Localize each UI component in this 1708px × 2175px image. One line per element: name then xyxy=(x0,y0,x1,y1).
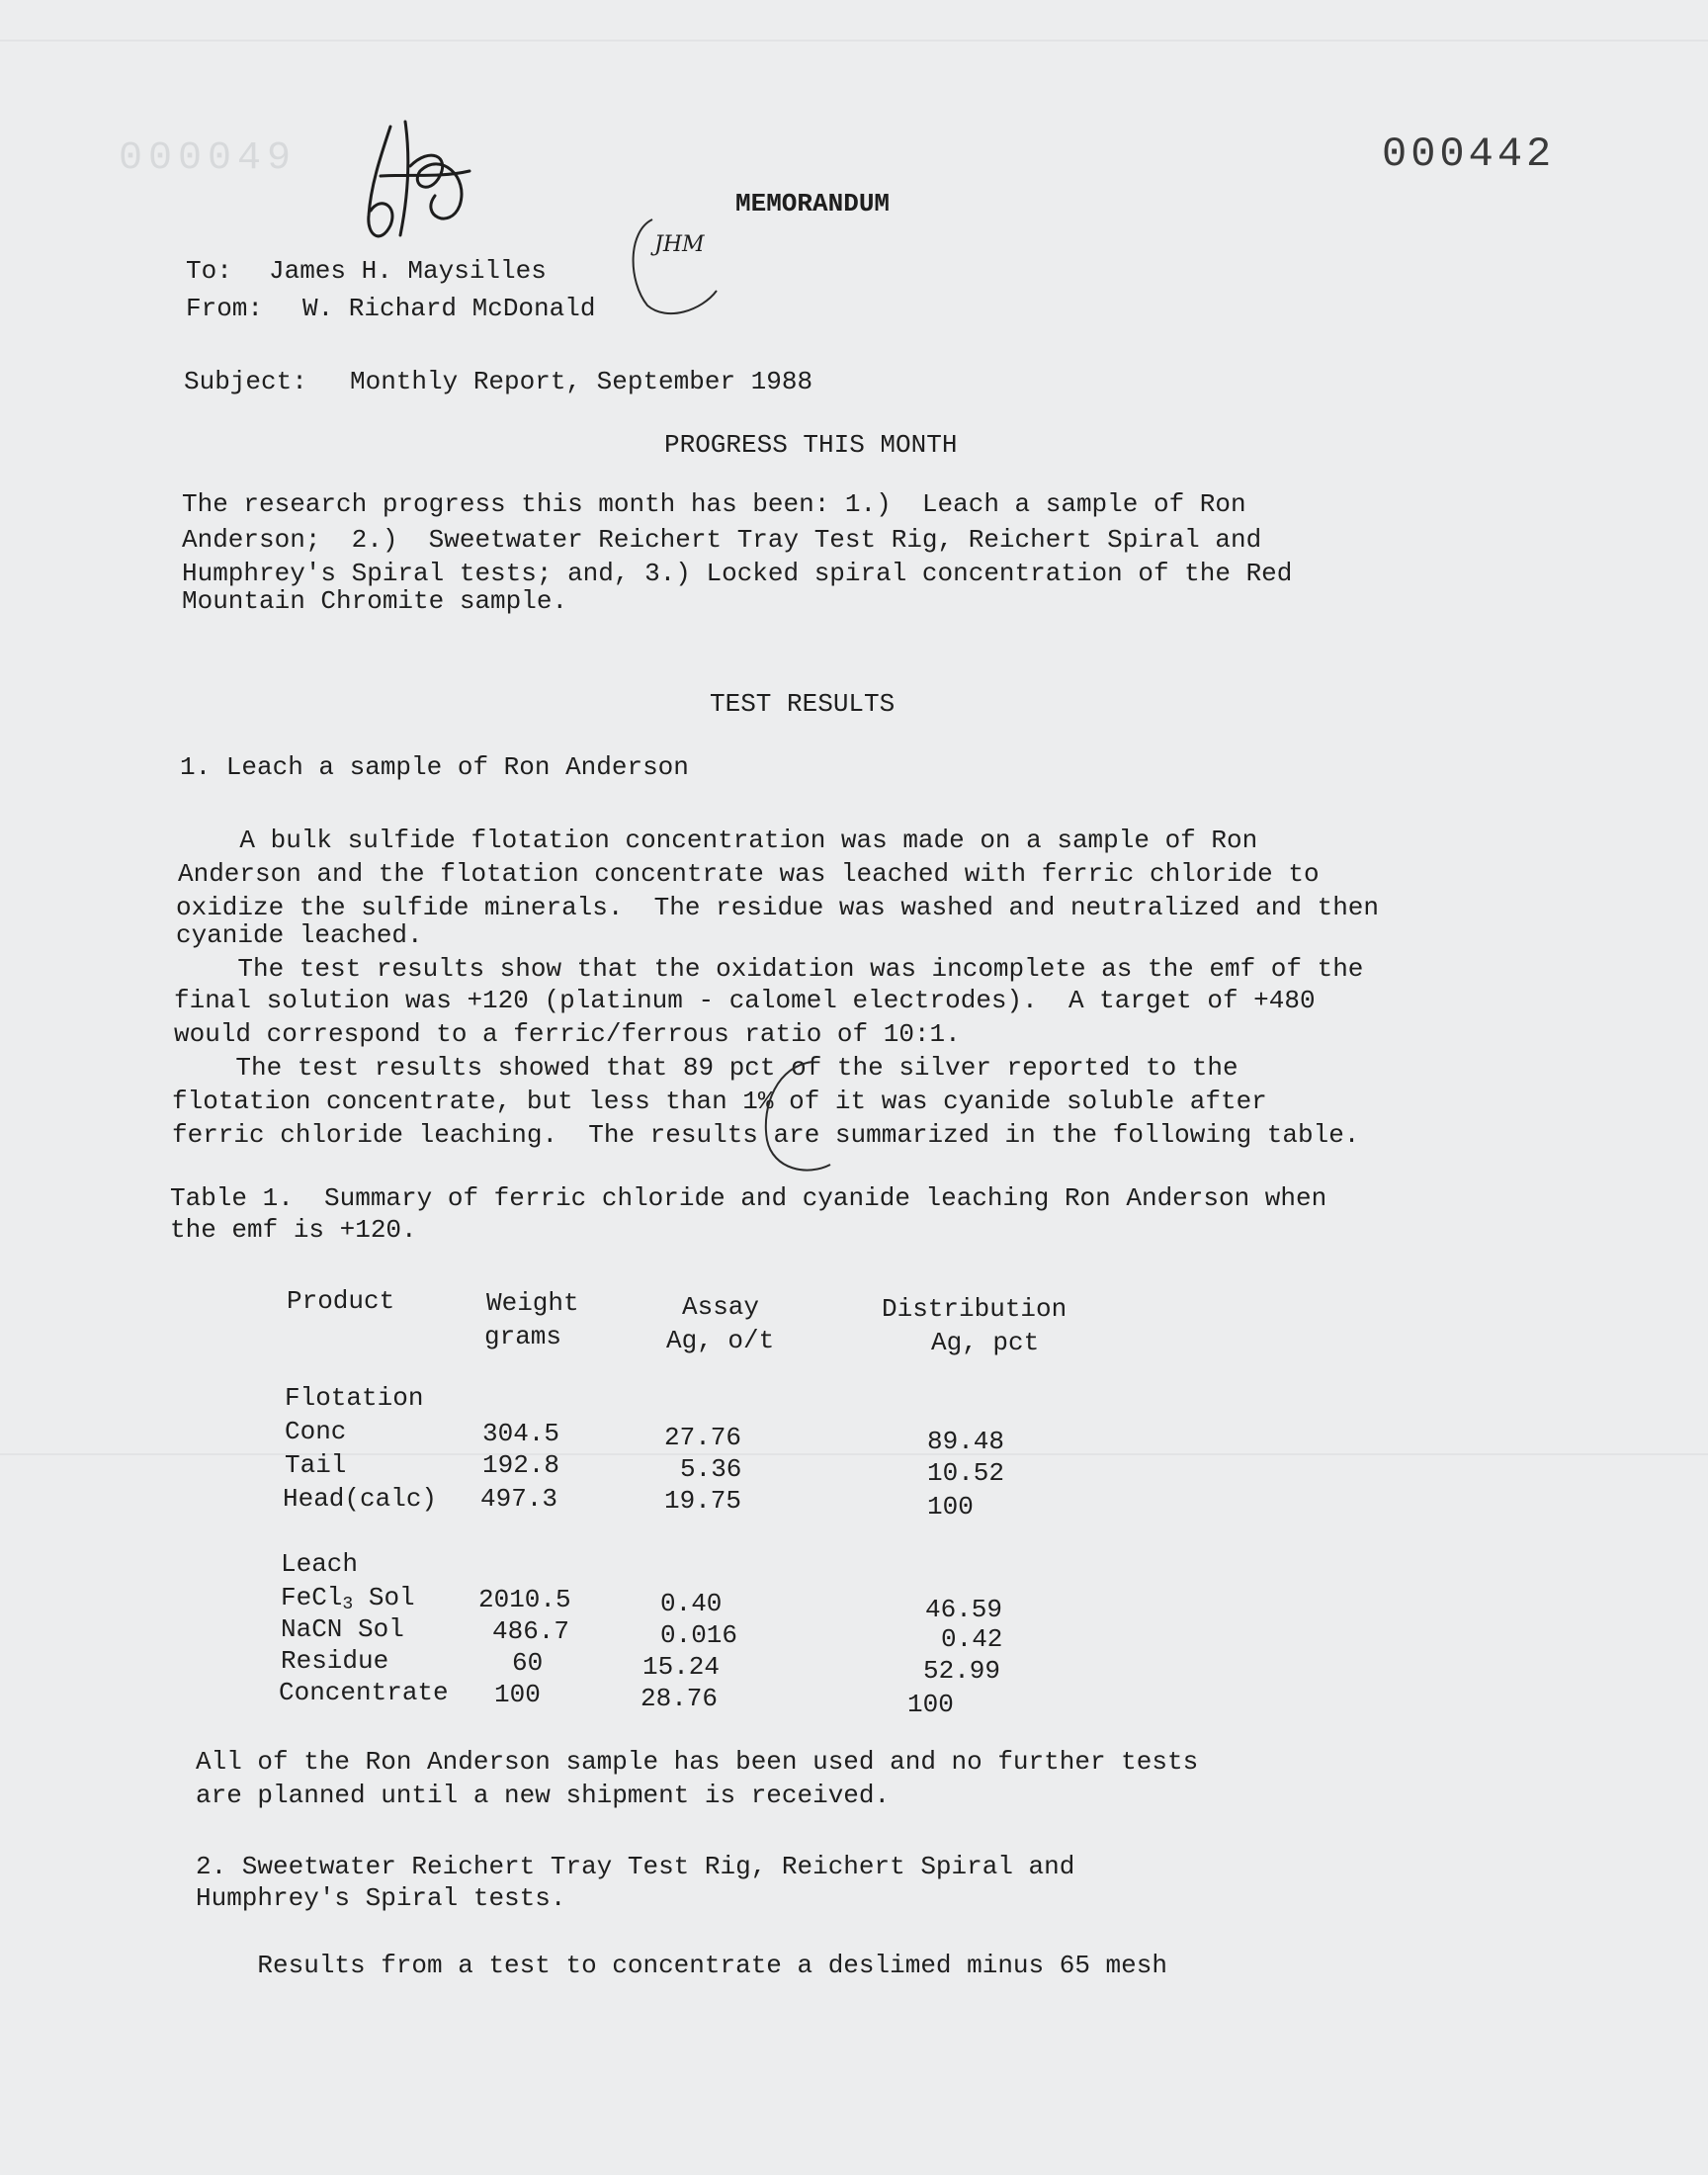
signature-scribble xyxy=(351,117,499,255)
section-2-text: Results from a test to concentrate a deslimed minus 65 mesh xyxy=(196,1951,1167,1980)
paragraph-line: ferric chloride leaching. The results are summarized in the following table. xyxy=(172,1120,1360,1150)
paragraph-line: would correspond to a ferric/ferrous ratio of 10:1. xyxy=(174,1019,961,1049)
cell-weight: 100 xyxy=(494,1680,541,1709)
column-header-assay: Assay xyxy=(682,1292,760,1322)
from-name: W. Richard McDonald xyxy=(302,294,596,323)
closing-line: All of the Ron Anderson sample has been used and no further tests xyxy=(196,1747,1199,1777)
section-2-title: Humphrey's Spiral tests. xyxy=(196,1883,566,1913)
memo-title: MEMORANDUM xyxy=(735,189,891,218)
progress-heading: PROGRESS THIS MONTH xyxy=(664,430,958,460)
paragraph-line: A bulk sulfide flotation concentration was made on a sample of Ron xyxy=(178,826,1258,855)
column-header-distribution: Distribution xyxy=(882,1294,1068,1324)
to-label: To: xyxy=(186,256,232,286)
cell-product: Residue xyxy=(281,1646,389,1676)
cell-weight: 192.8 xyxy=(482,1450,560,1480)
cell-product: Head(calc) xyxy=(283,1484,438,1514)
initials-circle xyxy=(623,212,731,320)
cell-weight: 60 xyxy=(512,1648,544,1678)
cell-product: Tail xyxy=(285,1450,347,1480)
paragraph-line: The test results showed that 89 pct of the silver reported to the xyxy=(174,1053,1238,1083)
from-label: From: xyxy=(186,294,264,323)
cell-assay: 15.24 xyxy=(642,1652,721,1682)
subject-label: Subject: xyxy=(184,367,307,396)
paragraph-line: oxidize the sulfide minerals. The residue was washed and neutralized and then xyxy=(176,893,1379,922)
cell-weight: 304.5 xyxy=(482,1419,560,1448)
group-label-leach: Leach xyxy=(281,1549,359,1579)
paragraph-line: The test results show that the oxidation was incomplete as the emf of the xyxy=(176,954,1364,984)
column-header-weight: Weight xyxy=(486,1288,579,1318)
group-label-flotation: Flotation xyxy=(285,1383,424,1413)
paragraph-line: Anderson; 2.) Sweetwater Reichert Tray Test Rig, Reichert Spiral and xyxy=(182,525,1262,555)
cell-weight: 497.3 xyxy=(480,1484,558,1514)
cell-assay: 0.40 xyxy=(660,1589,723,1618)
subject-text: Monthly Report, September 1988 xyxy=(350,367,813,396)
table-caption-line: Table 1. Summary of ferric chloride and cyanide leaching Ron Anderson when xyxy=(170,1183,1327,1213)
paragraph-line: final solution was +120 (platinum - calomel electrodes). A target of +480 xyxy=(174,986,1316,1015)
cell-product: Conc xyxy=(285,1417,347,1446)
column-header-product: Product xyxy=(287,1286,395,1316)
paragraph-line: Anderson and the flotation concentrate was leached with ferric chloride to xyxy=(178,859,1320,889)
paragraph-line: Humphrey's Spiral tests; and, 3.) Locked spiral concentration of the Red xyxy=(182,559,1293,588)
column-header-assay-unit: Ag, o/t xyxy=(666,1326,775,1355)
cell-assay: 27.76 xyxy=(664,1423,742,1452)
cell-distribution: 52.99 xyxy=(923,1656,1001,1686)
cell-assay: 0.016 xyxy=(660,1620,738,1650)
cell-distribution: 0.42 xyxy=(941,1624,1003,1654)
cell-product: FeCl$_3$ Sol xyxy=(281,1583,415,1614)
to-name: James H. Maysilles xyxy=(269,256,547,286)
ghost-number: 000049 xyxy=(119,136,298,181)
paragraph-line: cyanide leached. xyxy=(176,920,423,950)
closing-line: are planned until a new shipment is received. xyxy=(196,1781,891,1810)
cell-distribution: 89.48 xyxy=(927,1427,1005,1456)
cell-weight: 486.7 xyxy=(492,1616,570,1646)
scan-line xyxy=(0,40,1708,42)
column-header-distribution-unit: Ag, pct xyxy=(931,1328,1040,1357)
paragraph-line: The research progress this month has been: 1.) Leach a sample of Ron xyxy=(182,489,1246,519)
cell-weight: 2010.5 xyxy=(478,1585,571,1614)
table-caption-line: the emf is +120. xyxy=(170,1215,417,1245)
cell-product: Concentrate xyxy=(279,1678,449,1707)
section-1-title: 1. Leach a sample of Ron Anderson xyxy=(180,752,689,782)
cell-distribution: 46.59 xyxy=(925,1595,1003,1624)
cell-assay: 5.36 xyxy=(680,1454,742,1484)
cell-assay: 19.75 xyxy=(664,1486,742,1516)
paragraph-line: flotation concentrate, but less than 1% of it was cyanide soluble after xyxy=(172,1087,1267,1116)
cell-distribution: 100 xyxy=(927,1492,974,1522)
section-2-title: 2. Sweetwater Reichert Tray Test Rig, Reichert Spiral and xyxy=(196,1852,1075,1881)
cell-assay: 28.76 xyxy=(640,1684,719,1713)
initials-handwritten: JHM xyxy=(654,232,705,257)
cell-distribution: 100 xyxy=(907,1690,954,1719)
scan-line xyxy=(0,1453,1708,1455)
document-number: 000442 xyxy=(1382,130,1556,178)
column-header-weight-unit: grams xyxy=(484,1322,562,1351)
test-results-heading: TEST RESULTS xyxy=(710,689,896,719)
paragraph-line: Mountain Chromite sample. xyxy=(182,586,568,616)
cell-distribution: 10.52 xyxy=(927,1458,1005,1488)
cell-product: NaCN Sol xyxy=(281,1614,404,1644)
handwritten-circle-mark xyxy=(753,1056,862,1184)
